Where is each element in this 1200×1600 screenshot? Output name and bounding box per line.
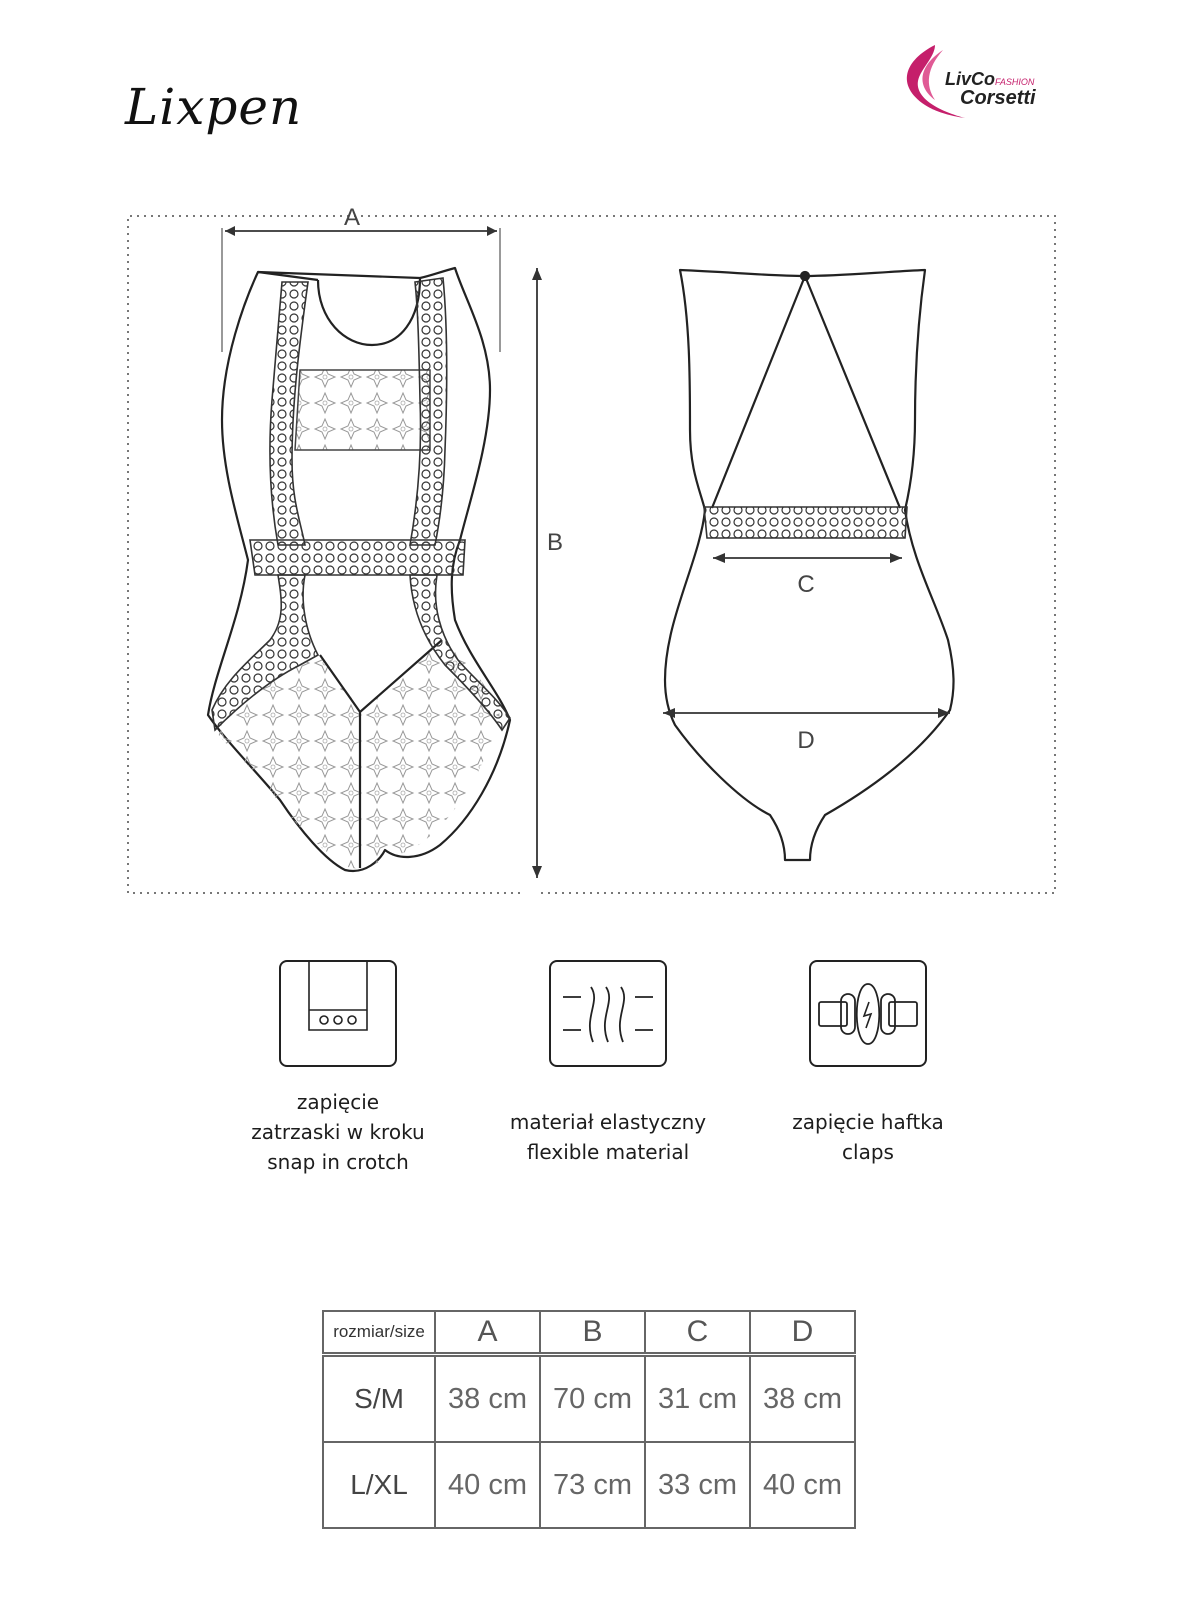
size-label-sm: S/M: [323, 1355, 435, 1443]
dimension-a-label: A: [343, 204, 361, 231]
size-label-lxl: L/XL: [323, 1442, 435, 1528]
table-cell: 70 cm: [540, 1355, 645, 1443]
feature-snap-line-3: snap in crotch: [267, 1150, 409, 1174]
table-cell: 33 cm: [645, 1442, 750, 1528]
feature-snap-crotch: [208, 960, 468, 1177]
table-cell: 73 cm: [540, 1442, 645, 1528]
feature-elastic-line-2: flexible material: [526, 1140, 690, 1164]
feature-elastic-material: [478, 960, 738, 1167]
elastic-material-icon: [549, 960, 667, 1067]
table-cell: 31 cm: [645, 1355, 750, 1443]
feature-hook-clasp-text: [738, 1107, 998, 1167]
size-table-header-a: A: [435, 1311, 540, 1355]
hook-clasp-icon: [809, 960, 927, 1067]
feature-clasp-line-2: claps: [842, 1140, 894, 1164]
table-cell: 38 cm: [750, 1355, 855, 1443]
back-bodysuit-drawing: [665, 270, 954, 860]
table-cell: 40 cm: [750, 1442, 855, 1528]
size-table-header-row: [323, 1311, 855, 1355]
brand-name-livco: LivCoFASHION: [945, 69, 1035, 89]
brand-fashion-tag: FASHION: [995, 77, 1035, 87]
snap-crotch-icon: [279, 960, 397, 1067]
dimension-d-label: D: [797, 727, 815, 754]
size-table-corner-label: rozmiar/size: [323, 1311, 435, 1355]
feature-clasp-line-1: zapięcie haftka: [792, 1110, 944, 1134]
dimension-b-label: B: [546, 529, 564, 556]
feature-hook-clasp: [738, 960, 998, 1167]
size-table-header-d: D: [750, 1311, 855, 1355]
table-cell: 40 cm: [435, 1442, 540, 1528]
product-name: Lixpen: [125, 78, 303, 136]
feature-snap-line-2: zatrzaski w kroku: [251, 1120, 425, 1144]
feature-elastic-text: [478, 1107, 738, 1167]
size-table-header-c: C: [645, 1311, 750, 1355]
feature-elastic-line-1: materiał elastyczny: [509, 1110, 707, 1134]
feature-snap-line-1: zapięcie: [296, 1090, 380, 1114]
size-table-header-b: B: [540, 1311, 645, 1355]
table-cell: 38 cm: [435, 1355, 540, 1443]
brand-name-corsetti: Corsetti: [960, 87, 1036, 109]
feature-snap-crotch-text: [208, 1087, 468, 1177]
size-table: [322, 1310, 856, 1529]
table-row: [323, 1355, 855, 1443]
table-row: [323, 1442, 855, 1528]
dimension-c-label: C: [797, 571, 815, 598]
